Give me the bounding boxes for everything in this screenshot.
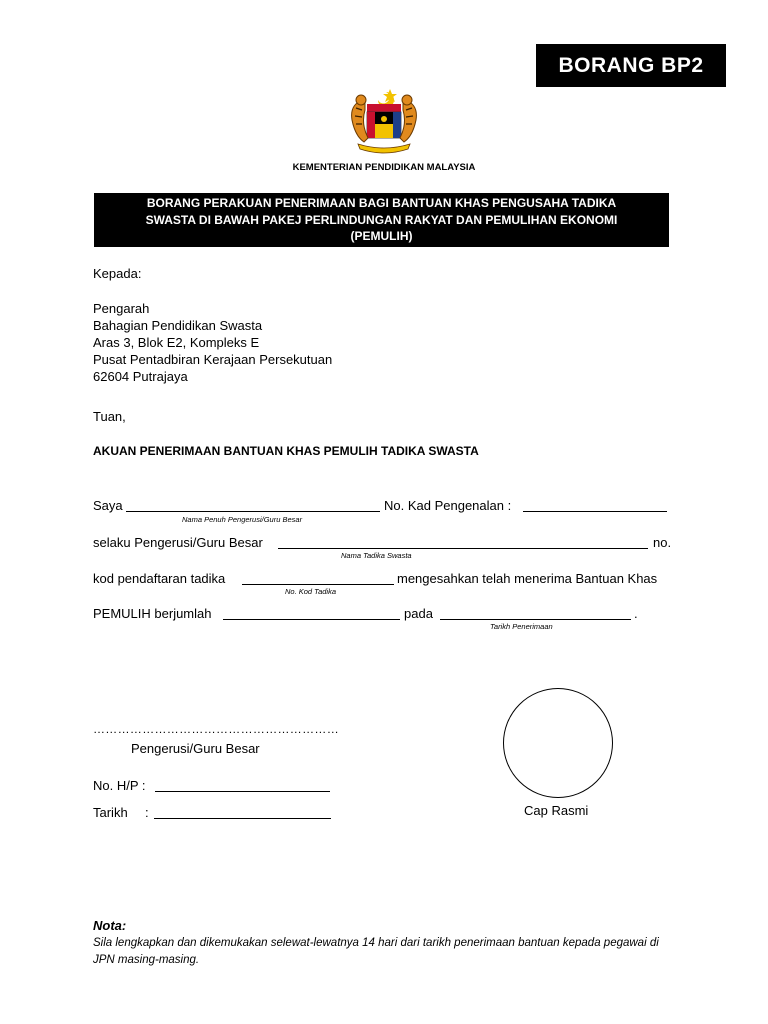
signature-line[interactable]: …………………………………………………… [93, 722, 339, 736]
kindergarten-name-field[interactable] [278, 548, 648, 549]
reg-code-label: kod pendaftaran tadika [93, 571, 226, 586]
malaysia-coat-of-arms-icon [334, 86, 434, 158]
section-heading: AKUAN PENERIMAAN BANTUAN KHAS PEMULIH TADIKA SWASTA [93, 444, 479, 458]
kindergarten-name-caption: Nama Tadika Swasta [341, 551, 412, 560]
stamp-label: Cap Rasmi [524, 803, 589, 818]
ic-label: No. Kad Pengenalan : [384, 498, 512, 513]
date-field[interactable] [154, 818, 331, 819]
phone-field[interactable] [155, 791, 330, 792]
ic-number-field[interactable] [523, 511, 667, 512]
recipient-address [93, 300, 332, 385]
ministry-name: KEMENTERIAN PENDIDIKAN MALAYSIA [292, 162, 476, 173]
address-line: Bahagian Pendidikan Swasta [93, 318, 263, 333]
amount-label: PEMULIH berjumlah [93, 606, 212, 621]
signatory-role: Pengerusi/Guru Besar [131, 741, 260, 756]
saya-label: Saya [93, 498, 123, 513]
receipt-date-caption: Tarikh Penerimaan [490, 622, 553, 631]
official-stamp-circle[interactable] [503, 688, 613, 798]
form-title-line-1: BORANG PERAKUAN PENERIMAAN BAGI BANTUAN KHAS PENGUSAHA TADIKA [146, 196, 617, 211]
form-code-badge [536, 44, 726, 87]
date-label: Tarikh [93, 805, 128, 820]
full-name-field[interactable] [126, 511, 380, 512]
form-title [94, 193, 669, 247]
address-line: Pusat Pentadbiran Kerajaan Persekutuan [93, 352, 333, 367]
form-title-line-2: SWASTA DI BAWAH PAKEJ PERLINDUNGAN RAKYAT DAN PEMULIHAN EKONOMI [145, 212, 618, 227]
kindergarten-code-caption: No. Kod Tadika [285, 587, 337, 596]
to-label: Kepada: [93, 266, 142, 281]
phone-label: No. H/P : [93, 778, 146, 793]
address-line: Pengarah [93, 301, 150, 316]
kindergarten-code-field[interactable] [242, 584, 394, 585]
as-chair-label: selaku Pengerusi/Guru Besar [93, 535, 263, 550]
address-line: 62604 Putrajaya [93, 369, 188, 384]
amount-field[interactable] [223, 619, 400, 620]
on-label: pada [404, 606, 433, 621]
receipt-date-field[interactable] [440, 619, 631, 620]
form-code: BORANG BP2 [558, 53, 704, 77]
period: . [634, 606, 638, 621]
confirms-text: mengesahkan telah menerima Bantuan Khas [397, 571, 658, 586]
address-line: Aras 3, Blok E2, Kompleks E [93, 335, 260, 350]
no-suffix: no. [653, 535, 672, 550]
greeting: Tuan, [93, 409, 126, 424]
date-colon: : [145, 805, 149, 820]
full-name-caption: Nama Penuh Pengerusi/Guru Besar [182, 515, 303, 524]
note-text: Sila lengkapkan dan dikemukakan selewat-lewatnya 14 hari dari tarikh penerimaan bantuan kepada pegawai di JPN masing-masing. [93, 937, 659, 966]
form-title-line-3: (PEMULIH) [350, 229, 413, 244]
note-title: Nota: [93, 918, 127, 933]
